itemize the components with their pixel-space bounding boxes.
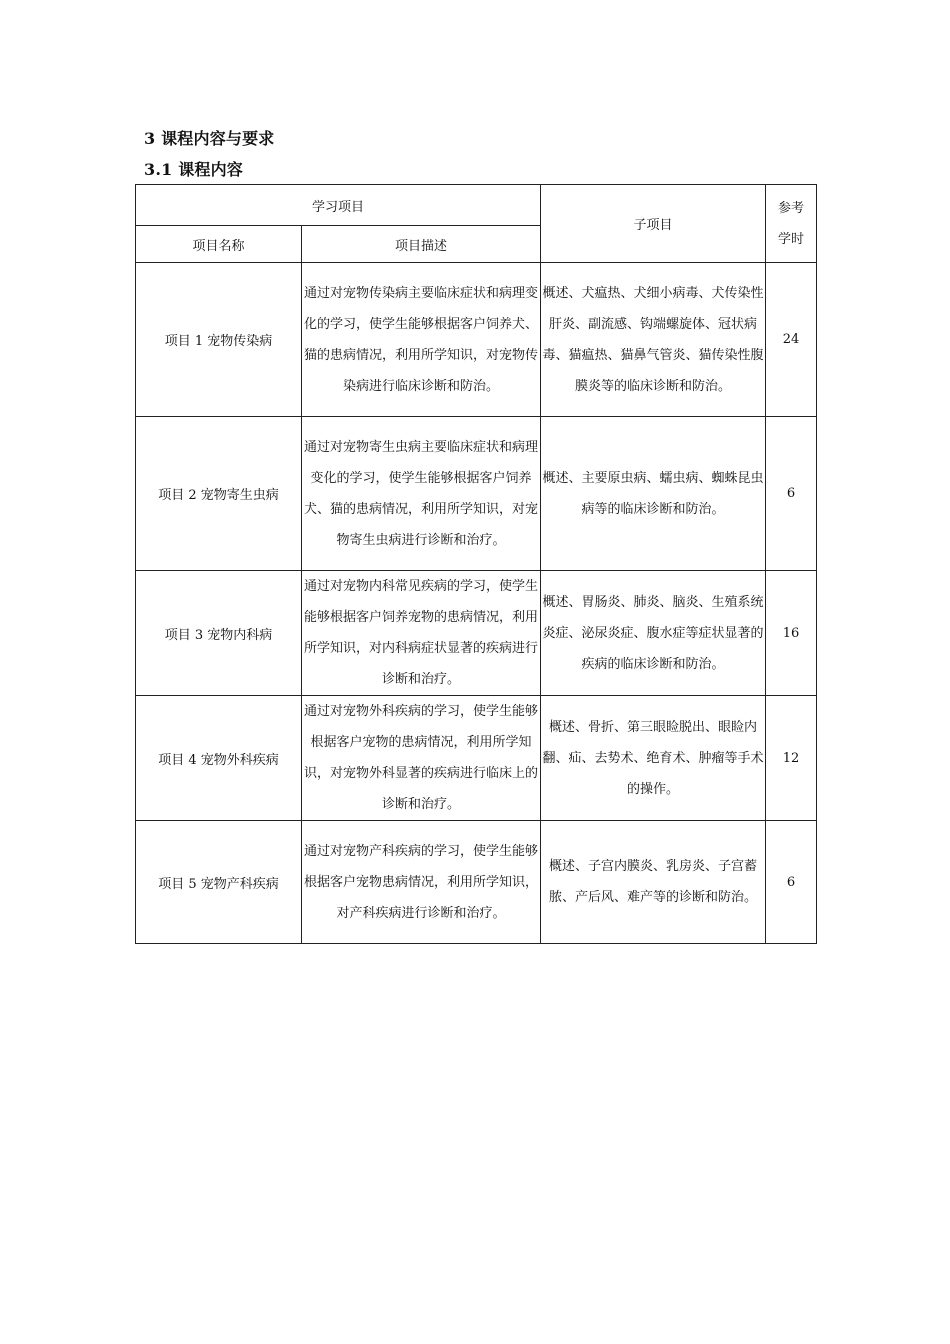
header-project-name: 项目名称 <box>136 226 302 263</box>
header-study-project: 学习项目 <box>136 185 541 226</box>
subsection-heading: 3.1 课程内容 <box>144 160 244 179</box>
section-heading: 3 课程内容与要求 <box>144 129 275 148</box>
table-row <box>136 821 817 944</box>
project-description-cell: 通过对宠物寄生虫病主要临床症状和病理变化的学习，使学生能够根据客户饲养犬、猫的患病情况，利用所学知识，对宠物寄生虫病进行诊断和治疗。 <box>302 417 541 571</box>
project-description-cell: 通过对宠物外科疾病的学习，使学生能够根据客户宠物的患病情况，利用所学知识，对宠物外科显著的疾病进行临床上的诊断和治疗。 <box>302 696 541 821</box>
project-name-cell: 项目 3 宠物内科病 <box>136 571 302 696</box>
header-project-description: 项目描述 <box>302 226 541 263</box>
hours-cell: 6 <box>766 417 817 571</box>
project-name-cell: 项目 4 宠物外科疾病 <box>136 696 302 821</box>
table-row <box>136 696 817 821</box>
header-sub-items: 子项目 <box>541 185 766 263</box>
table-header-row <box>136 185 817 226</box>
table-row <box>136 417 817 571</box>
hours-cell: 6 <box>766 821 817 944</box>
hours-cell: 16 <box>766 571 817 696</box>
table-row <box>136 571 817 696</box>
sub-items-cell: 概述、骨折、第三眼睑脱出、眼睑内翻、疝、去势术、绝育术、肿瘤等手术的操作。 <box>541 696 766 821</box>
project-description-cell: 通过对宠物传染病主要临床症状和病理变化的学习，使学生能够根据客户饲养犬、猫的患病情况，利用所学知识，对宠物传染病进行临床诊断和防治。 <box>302 263 541 417</box>
project-description-cell: 通过对宠物产科疾病的学习，使学生能够根据客户宠物患病情况，利用所学知识，对产科疾病进行诊断和治疗。 <box>302 821 541 944</box>
header-hours-line2: 学时 <box>778 231 805 247</box>
project-name-cell: 项目 5 宠物产科疾病 <box>136 821 302 944</box>
project-name-cell: 项目 1 宠物传染病 <box>136 263 302 417</box>
table-row <box>136 263 817 417</box>
hours-cell: 12 <box>766 696 817 821</box>
header-hours-line1: 参考 <box>778 200 805 216</box>
sub-items-cell: 概述、犬瘟热、犬细小病毒、犬传染性肝炎、副流感、钩端螺旋体、冠状病毒、猫瘟热、猫鼻气管炎、猫传染性腹膜炎等的临床诊断和防治。 <box>541 263 766 417</box>
header-reference-hours <box>766 185 817 263</box>
project-name-cell: 项目 2 宠物寄生虫病 <box>136 417 302 571</box>
sub-items-cell: 概述、胃肠炎、肺炎、脑炎、生殖系统炎症、泌尿炎症、腹水症等症状显著的疾病的临床诊断和防治。 <box>541 571 766 696</box>
sub-items-cell: 概述、主要原虫病、蠕虫病、蜘蛛昆虫病等的临床诊断和防治。 <box>541 417 766 571</box>
project-description-cell: 通过对宠物内科常见疾病的学习，使学生能够根据客户饲养宠物的患病情况，利用所学知识，对内科病症状显著的疾病进行诊断和治疗。 <box>302 571 541 696</box>
sub-items-cell: 概述、子宫内膜炎、乳房炎、子宫蓄脓、产后风、难产等的诊断和防治。 <box>541 821 766 944</box>
course-content-table <box>135 184 817 944</box>
hours-cell: 24 <box>766 263 817 417</box>
